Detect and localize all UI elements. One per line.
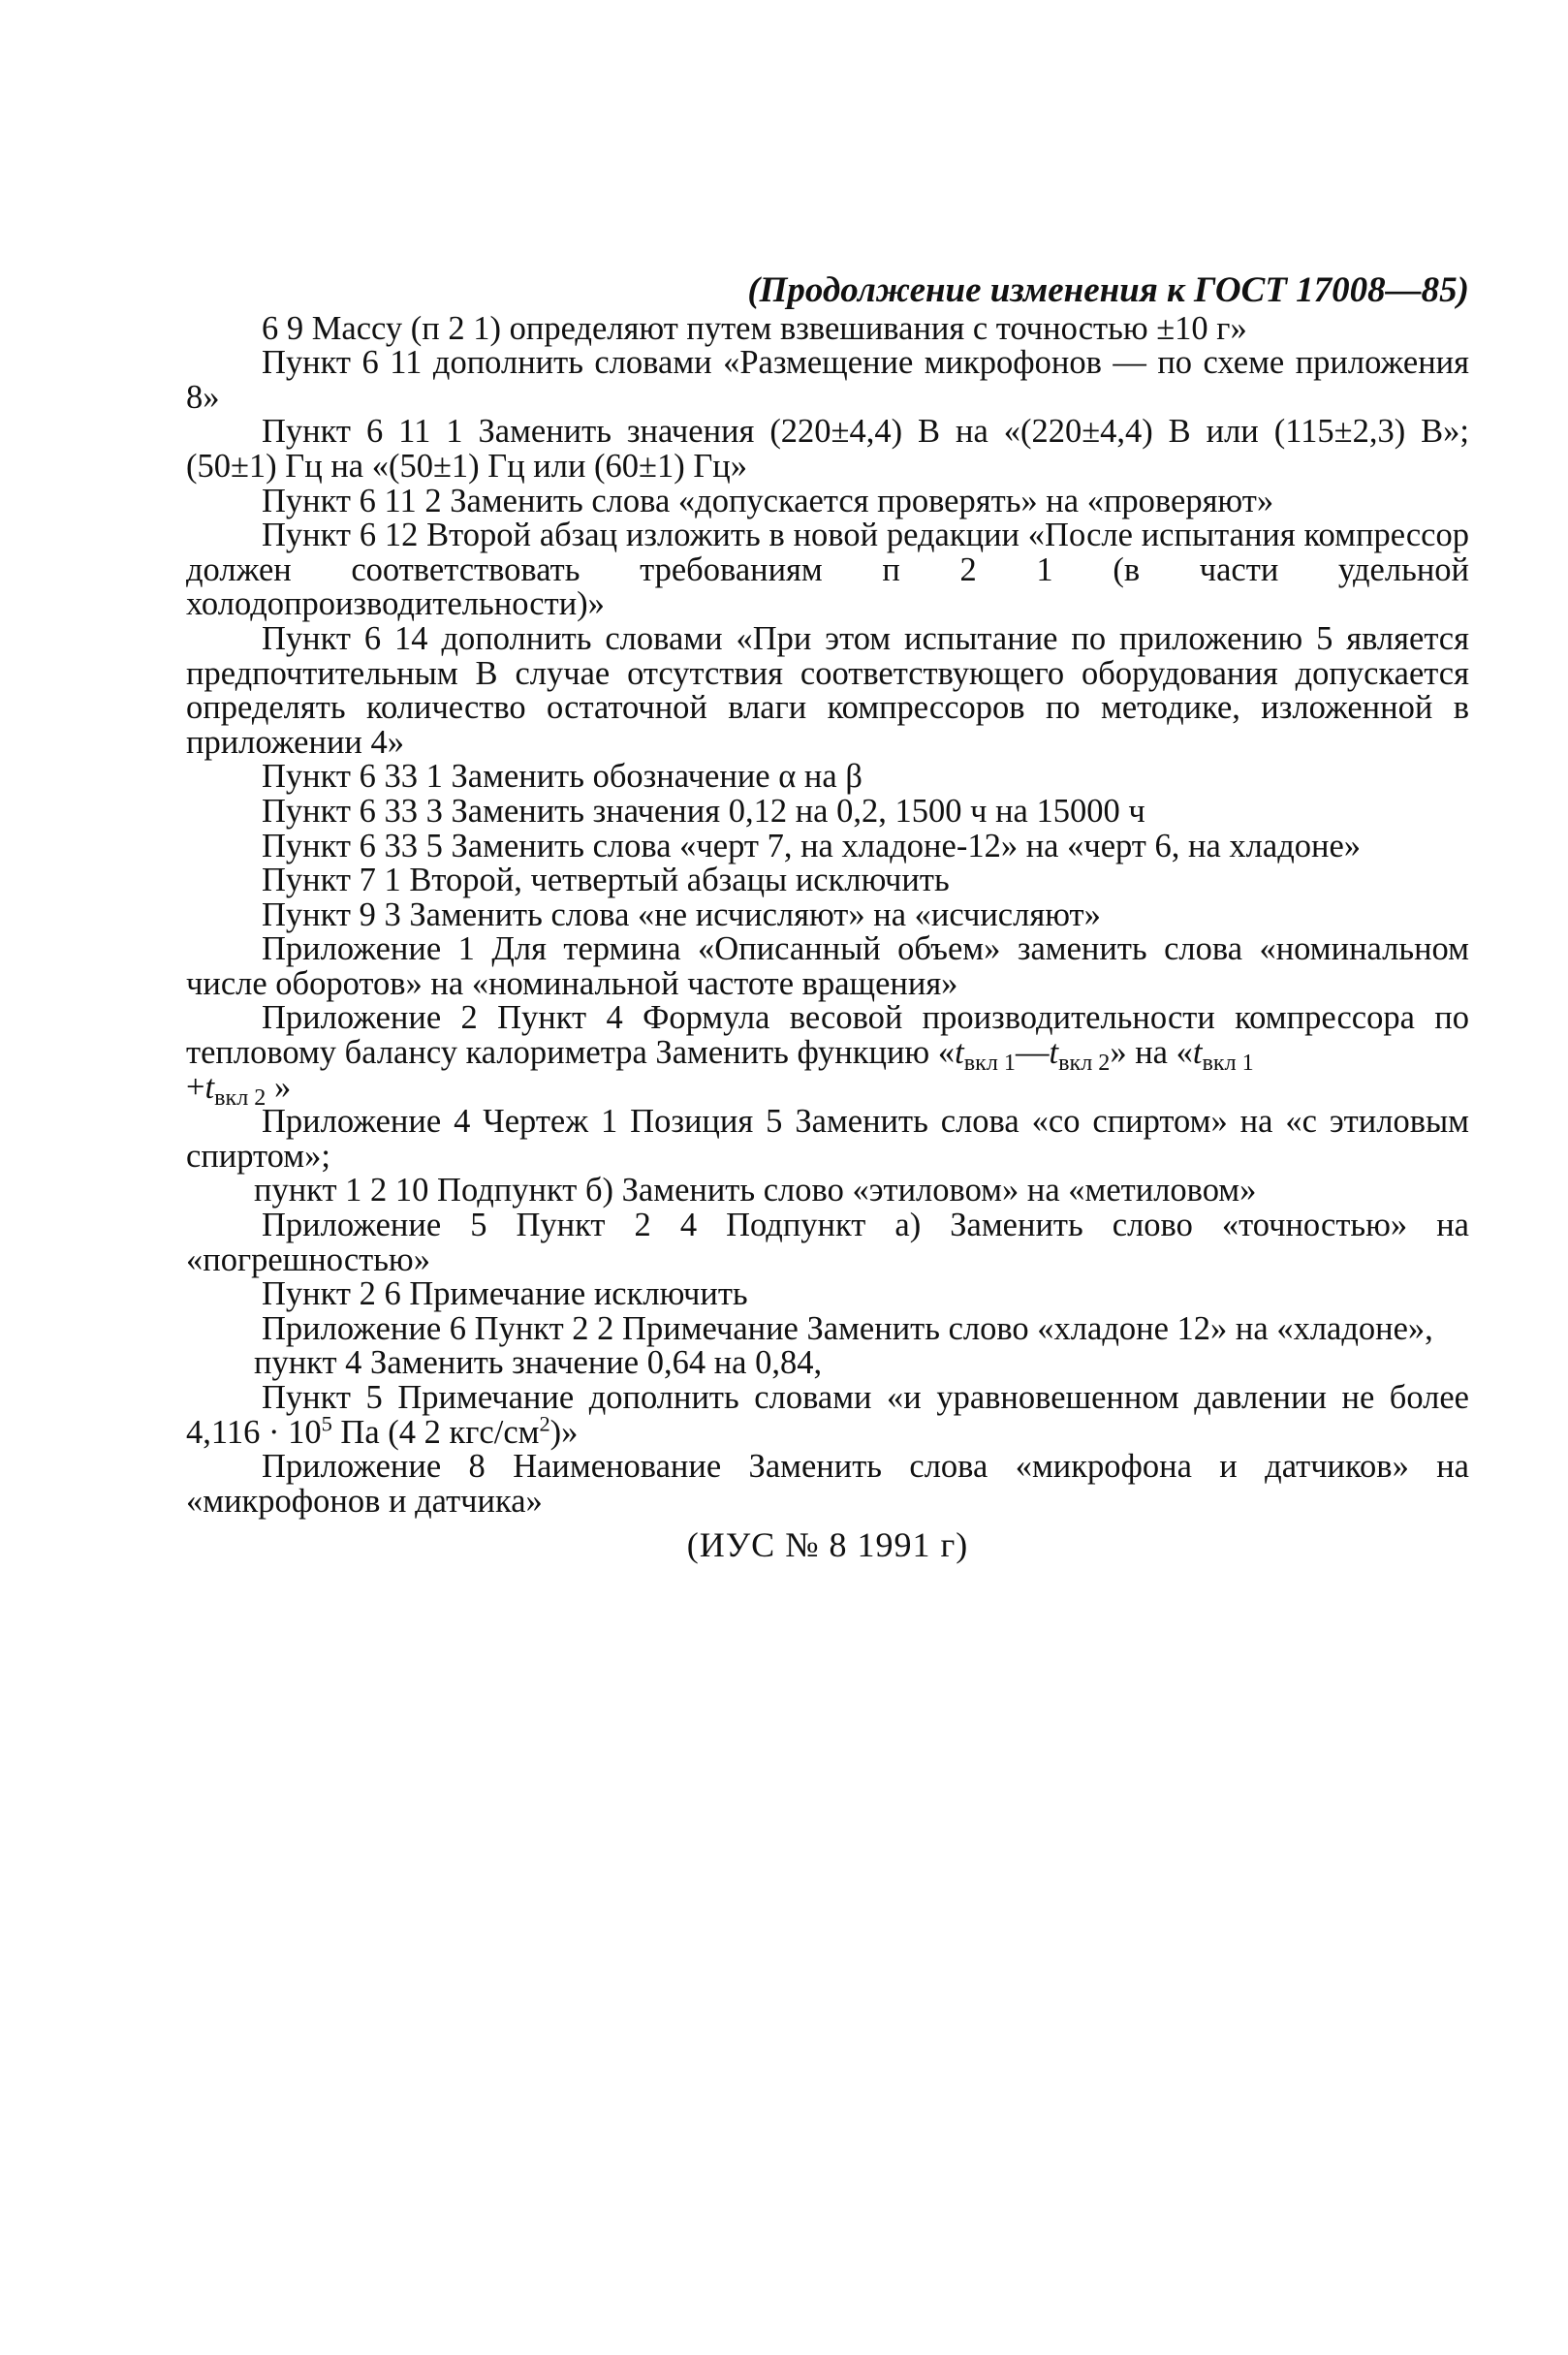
point-5-mid: Па (4 2 кгс/см [331, 1413, 540, 1451]
exponent-5: 5 [321, 1411, 332, 1436]
paragraph-appendix-4: Приложение 4 Чертеж 1 Позиция 5 Заменить слова «со спиртом» на «с этиловым спиртом»; [186, 1103, 1469, 1175]
paragraph-massa: 6 9 Массу (п 2 1) определяют путем взвешивания с точностью ±10 г» [262, 309, 1247, 347]
paragraph-611: Пункт 6 11 дополнить словами «Размещение микрофонов — по схеме приложения 8» [186, 344, 1469, 416]
paragraph-appendix-8: Приложение 8 Наименование Заменить слова «микрофона и датчиков» на «микрофонов и датчика» [186, 1448, 1469, 1520]
paragraph-appendix-6: Приложение 6 Пункт 2 2 Примечание Заменить слово «хладоне 12» на «хладоне», [262, 1309, 1433, 1347]
paragraph-appendix-2 [186, 999, 1469, 1111]
paragraph-71: Пункт 7 1 Второй, четвертый абзацы исключить [262, 862, 950, 899]
paragraph-point-5 [186, 1381, 1469, 1450]
formula-plus: + [186, 1068, 205, 1106]
publication-reference: (ИУС № 8 1991 г) [686, 1525, 969, 1565]
formula-t1: t [955, 1034, 964, 1072]
point-5-text: Пункт 5 Примечание дополнить словами «и уравновешенном давлении не более 4,116 · 10 [186, 1379, 1469, 1451]
paragraph-6335: Пункт 6 33 5 Заменить слова «черт 7, на хладоне-12» на «черт 6, на хладоне» [262, 827, 1362, 864]
paragraph-point-4: пункт 4 Заменить значение 0,64 на 0,84, [254, 1344, 823, 1382]
formula-sub3: вкл 1 [1202, 1050, 1254, 1077]
formula-na: » на « [1110, 1034, 1193, 1072]
paragraph-1210: пункт 1 2 10 Подпункт б) Заменить слово «этиловом» на «метиловом» [254, 1172, 1257, 1209]
exponent-2: 2 [539, 1411, 550, 1436]
formula-end: » [266, 1068, 292, 1106]
paragraph-appendix-5: Приложение 5 Пункт 2 4 Подпункт а) Заменить слово «точностью» на «погрешностью» [186, 1207, 1469, 1278]
formula-sub4: вкл 2 [214, 1083, 267, 1111]
paragraph-6331: Пункт 6 33 1 Заменить обозначение α на β [262, 758, 862, 796]
formula-t4: t [204, 1068, 215, 1106]
formula-t2: t [1049, 1034, 1059, 1072]
page-header: (Продолжение изменения к ГОСТ 17008—85) [747, 270, 1469, 310]
paragraph-93: Пункт 9 3 Заменить слова «не исчисляют» на «исчисляют» [262, 895, 1101, 933]
formula-t3: t [1192, 1034, 1203, 1072]
paragraph-612: Пункт 6 12 Второй абзац изложить в новой редакции «После испытания компрессор должен соответствовать требованиям п 2 1 (в части удельной холодопроизводительности)» [186, 517, 1469, 623]
point-5-end: )» [549, 1413, 579, 1451]
appendix-2-text: Приложение 2 Пункт 4 Формула весовой производительности компрессора по тепловому балансу калориметра Заменить функцию « [186, 999, 1469, 1072]
formula-sub1: вкл 1 [963, 1050, 1016, 1077]
formula-dash: — [1015, 1034, 1050, 1072]
paragraph-6112: Пункт 6 11 2 Заменить слова «допускается проверять» на «проверяют» [262, 482, 1274, 519]
paragraph-26: Пункт 2 6 Примечание исключить [262, 1275, 748, 1313]
formula-sub2: вкл 2 [1058, 1050, 1111, 1077]
paragraph-appendix-1: Приложение 1 Для термина «Описанный объем» заменить слова «номинальном числе оборотов» на «номинальной частоте вращения» [186, 930, 1469, 1002]
paragraph-614: Пункт 6 14 дополнить словами «При этом испытание по приложению 5 является предпочтительным В случае отсутствия соответствующего оборудования допускается определять количество остаточной влаги компрессоров по методике, изложенной в приложении 4» [186, 619, 1469, 761]
paragraph-6333: Пункт 6 33 3 Заменить значения 0,12 на 0,2, 1500 ч на 15000 ч [262, 792, 1145, 830]
document-body [186, 270, 1469, 1565]
paragraph-6111: Пункт 6 11 1 Заменить значения (220±4,4) В на «(220±4,4) В или (115±2,3) В»; (50±1) Гц на «(50±1) Гц или (60±1) Гц» [186, 413, 1469, 485]
